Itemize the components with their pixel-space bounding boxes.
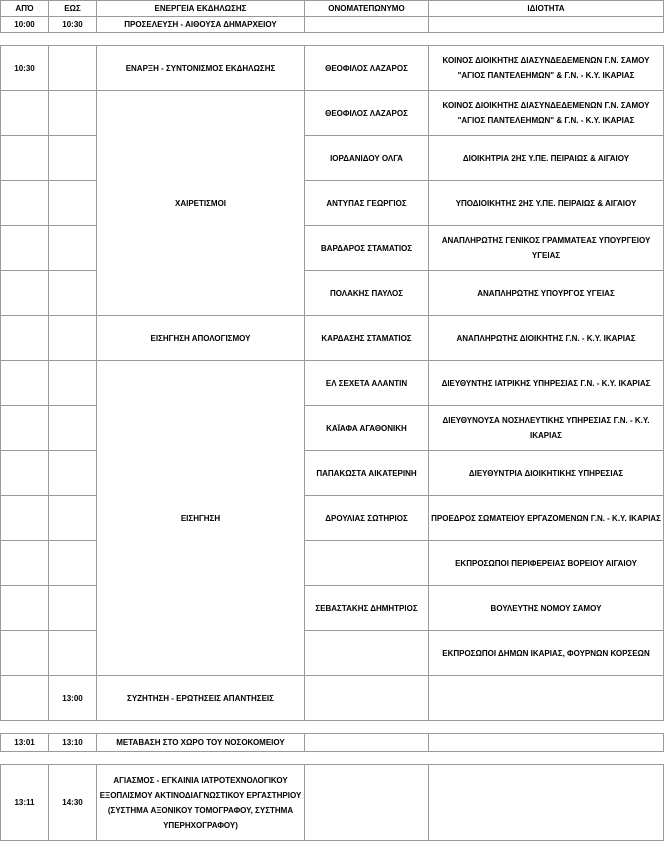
- event-cell: ΕΝΑΡΞΗ - ΣΥΝΤΟΝΙΣΜΟΣ ΕΚΔΗΛΩΣΗΣ: [97, 46, 305, 91]
- from-cell: 13:01: [1, 734, 49, 752]
- from-cell: [1, 676, 49, 721]
- to-cell: [49, 361, 97, 406]
- header-to: ΕΩΣ: [49, 1, 97, 17]
- row-gap: [1, 721, 664, 734]
- role-cell: ΔΙΕΥΘΥΝΤΗΣ ΙΑΤΡΙΚΗΣ ΥΠΗΡΕΣΙΑΣ Γ.Ν. - Κ.Υ. ΙΚΑΡΙΑΣ: [429, 361, 664, 406]
- role-cell: ΑΝΑΠΛΗΡΩΤΗΣ ΥΠΟΥΡΓΟΣ ΥΓΕΙΑΣ: [429, 271, 664, 316]
- table-row: [1, 734, 664, 752]
- from-cell: [1, 91, 49, 136]
- from-cell: [1, 541, 49, 586]
- name-cell: ΚΑΪΑΦΑ ΑΓΑΘΟΝΙΚΗ: [305, 406, 429, 451]
- name-cell: [305, 541, 429, 586]
- event-cell: ΜΕΤΑΒΑΣΗ ΣΤΟ ΧΩΡΟ ΤΟΥ ΝΟΣΟΚΟΜΕΙΟΥ: [97, 734, 305, 752]
- event-cell-greetings: ΧΑΙΡΕΤΙΣΜΟΙ: [97, 91, 305, 316]
- role-cell: ΚΟΙΝΟΣ ΔΙΟΙΚΗΤΗΣ ΔΙΑΣΥΝΔΕΔΕΜΕΝΩΝ Γ.Ν. ΣΑΜΟΥ "ΑΓΙΟΣ ΠΑΝΤΕΛΕΗΜΩΝ" & Γ.Ν. - Κ.Υ. ΙΚΑΡΙΑΣ: [429, 91, 664, 136]
- from-cell: [1, 136, 49, 181]
- name-cell: [305, 17, 429, 33]
- table-row: [1, 91, 664, 136]
- to-cell: 10:30: [49, 17, 97, 33]
- role-cell: ΔΙΕΥΘΥΝΤΡΙΑ ΔΙΟΙΚΗΤΙΚΗΣ ΥΠΗΡΕΣΙΑΣ: [429, 451, 664, 496]
- name-cell: ΑΝΤΥΠΑΣ ΓΕΩΡΓΙΟΣ: [305, 181, 429, 226]
- from-cell: 10:30: [1, 46, 49, 91]
- name-cell: ΠΟΛΑΚΗΣ ΠΑΥΛΟΣ: [305, 271, 429, 316]
- to-cell: [49, 91, 97, 136]
- table-row: [1, 46, 664, 91]
- from-cell: [1, 586, 49, 631]
- role-cell: [429, 734, 664, 752]
- role-cell: ΕΚΠΡΟΣΩΠΟΙ ΔΗΜΩΝ ΙΚΑΡΙΑΣ, ΦΟΥΡΝΩΝ ΚΟΡΣΕΩΝ: [429, 631, 664, 676]
- from-cell: [1, 226, 49, 271]
- from-cell: [1, 271, 49, 316]
- role-cell: ΑΝΑΠΛΗΡΩΤΗΣ ΔΙΟΙΚΗΤΗΣ Γ.Ν. - Κ.Υ. ΙΚΑΡΙΑΣ: [429, 316, 664, 361]
- event-cell-talks: ΕΙΣΗΓΗΣΗ: [97, 361, 305, 676]
- role-cell: ΔΙΕΥΘΥΝΟΥΣΑ ΝΟΣΗΛΕΥΤΙΚΗΣ ΥΠΗΡΕΣΙΑΣ Γ.Ν. - Κ.Υ. ΙΚΑΡΙΑΣ: [429, 406, 664, 451]
- from-cell: 10:00: [1, 17, 49, 33]
- name-cell: ΕΛ ΣΕΧΕΤΑ ΑΛΑΝΤΙΝ: [305, 361, 429, 406]
- to-cell: [49, 541, 97, 586]
- table-row: [1, 316, 664, 361]
- to-cell: [49, 271, 97, 316]
- to-cell: 13:00: [49, 676, 97, 721]
- event-cell: ΠΡΟΣΕΛΕΥΣΗ - ΑΙΘΟΥΣΑ ΔΗΜΑΡΧΕΙΟΥ: [97, 17, 305, 33]
- name-cell: [305, 734, 429, 752]
- role-cell: [429, 676, 664, 721]
- from-cell: [1, 316, 49, 361]
- table-row: [1, 676, 664, 721]
- table-row: [1, 17, 664, 33]
- to-cell: [49, 406, 97, 451]
- to-cell: 14:30: [49, 765, 97, 841]
- to-cell: [49, 496, 97, 541]
- event-cell: ΕΙΣΗΓΗΣΗ ΑΠΟΛΟΓΙΣΜΟΥ: [97, 316, 305, 361]
- header-event: ΕΝΕΡΓΕΙΑ ΕΚΔΗΛΩΣΗΣ: [97, 1, 305, 17]
- to-cell: [49, 136, 97, 181]
- header-row: [1, 1, 664, 17]
- to-cell: [49, 46, 97, 91]
- name-cell: [305, 631, 429, 676]
- from-cell: [1, 181, 49, 226]
- from-cell: [1, 451, 49, 496]
- role-cell: ΥΠΟΔΙΟΙΚΗΤΗΣ 2ΗΣ Υ.ΠΕ. ΠΕΙΡΑΙΩΣ & ΑΙΓΑΙΟΥ: [429, 181, 664, 226]
- role-cell: [429, 17, 664, 33]
- role-cell: ΑΝΑΠΛΗΡΩΤΗΣ ΓΕΝΙΚΟΣ ΓΡΑΜΜΑΤΕΑΣ ΥΠΟΥΡΓΕΙΟΥ ΥΓΕΙΑΣ: [429, 226, 664, 271]
- role-cell: ΚΟΙΝΟΣ ΔΙΟΙΚΗΤΗΣ ΔΙΑΣΥΝΔΕΔΕΜΕΝΩΝ Γ.Ν. ΣΑΜΟΥ "ΑΓΙΟΣ ΠΑΝΤΕΛΕΗΜΩΝ" & Γ.Ν. - Κ.Υ. ΙΚΑΡΙΑΣ: [429, 46, 664, 91]
- role-cell: ΠΡΟΕΔΡΟΣ ΣΩΜΑΤΕΙΟΥ ΕΡΓΑΖΟΜΕΝΩΝ Γ.Ν. - Κ.Υ. ΙΚΑΡΙΑΣ: [429, 496, 664, 541]
- to-cell: [49, 631, 97, 676]
- header-role: ΙΔΙΟΤΗΤΑ: [429, 1, 664, 17]
- to-cell: [49, 451, 97, 496]
- from-cell: [1, 406, 49, 451]
- name-cell: ΠΑΠΑΚΩΣΤΑ ΑΙΚΑΤΕΡΙΝΗ: [305, 451, 429, 496]
- name-cell: ΘΕΟΦΙΛΟΣ ΛΑΖΑΡΟΣ: [305, 46, 429, 91]
- table-row: [1, 765, 664, 841]
- from-cell: [1, 361, 49, 406]
- from-cell: [1, 631, 49, 676]
- name-cell: ΣΕΒΑΣΤΑΚΗΣ ΔΗΜΗΤΡΙΟΣ: [305, 586, 429, 631]
- from-cell: 13:11: [1, 765, 49, 841]
- to-cell: [49, 316, 97, 361]
- name-cell: [305, 676, 429, 721]
- table-row: [1, 361, 664, 406]
- to-cell: [49, 226, 97, 271]
- name-cell: ΘΕΟΦΙΛΟΣ ΛΑΖΑΡΟΣ: [305, 91, 429, 136]
- name-cell: ΚΑΡΔΑΣΗΣ ΣΤΑΜΑΤΙΟΣ: [305, 316, 429, 361]
- to-cell: 13:10: [49, 734, 97, 752]
- name-cell: ΙΟΡΔΑΝΙΔΟΥ ΟΛΓΑ: [305, 136, 429, 181]
- event-cell: ΑΓΙΑΣΜΟΣ - ΕΓΚΑΙΝΙΑ ΙΑΤΡΟΤΕΧΝΟΛΟΓΙΚΟΥ ΕΞΟΠΛΙΣΜΟΥ ΑΚΤΙΝΟΔΙΑΓΝΩΣΤΙΚΟΥ ΕΡΓΑΣΤΗΡΙΟΥ (ΣΥΣΤΗΜΑ ΑΞΟΝΙΚΟΥ ΤΟΜΟΓΡΑΦΟΥ, ΣΥΣΤΗΜΑ ΥΠΕΡΗΧΟΓΡΑΦΟΥ): [97, 765, 305, 841]
- name-cell: ΒΑΡΔΑΡΟΣ ΣΤΑΜΑΤΙΟΣ: [305, 226, 429, 271]
- name-cell: [305, 765, 429, 841]
- from-cell: [1, 496, 49, 541]
- role-cell: ΕΚΠΡΟΣΩΠΟΙ ΠΕΡΙΦΕΡΕΙΑΣ ΒΟΡΕΙΟΥ ΑΙΓΑΙΟΥ: [429, 541, 664, 586]
- name-cell: ΔΡΟΥΛΙΑΣ ΣΩΤΗΡΙΟΣ: [305, 496, 429, 541]
- header-from: ΑΠΌ: [1, 1, 49, 17]
- row-gap: [1, 33, 664, 46]
- role-cell: ΒΟΥΛΕΥΤΗΣ ΝΟΜΟΥ ΣΑΜΟΥ: [429, 586, 664, 631]
- header-name: ΟΝΟΜΑΤΕΠΩΝΥΜΟ: [305, 1, 429, 17]
- role-cell: ΔΙΟΙΚΗΤΡΙΑ 2ΗΣ Υ.ΠΕ. ΠΕΙΡΑΙΩΣ & ΑΙΓΑΙΟΥ: [429, 136, 664, 181]
- role-cell: [429, 765, 664, 841]
- row-gap: [1, 752, 664, 765]
- to-cell: [49, 181, 97, 226]
- to-cell: [49, 586, 97, 631]
- event-cell: ΣΥΖΗΤΗΣΗ - ΕΡΩΤΗΣΕΙΣ ΑΠΑΝΤΗΣΕΙΣ: [97, 676, 305, 721]
